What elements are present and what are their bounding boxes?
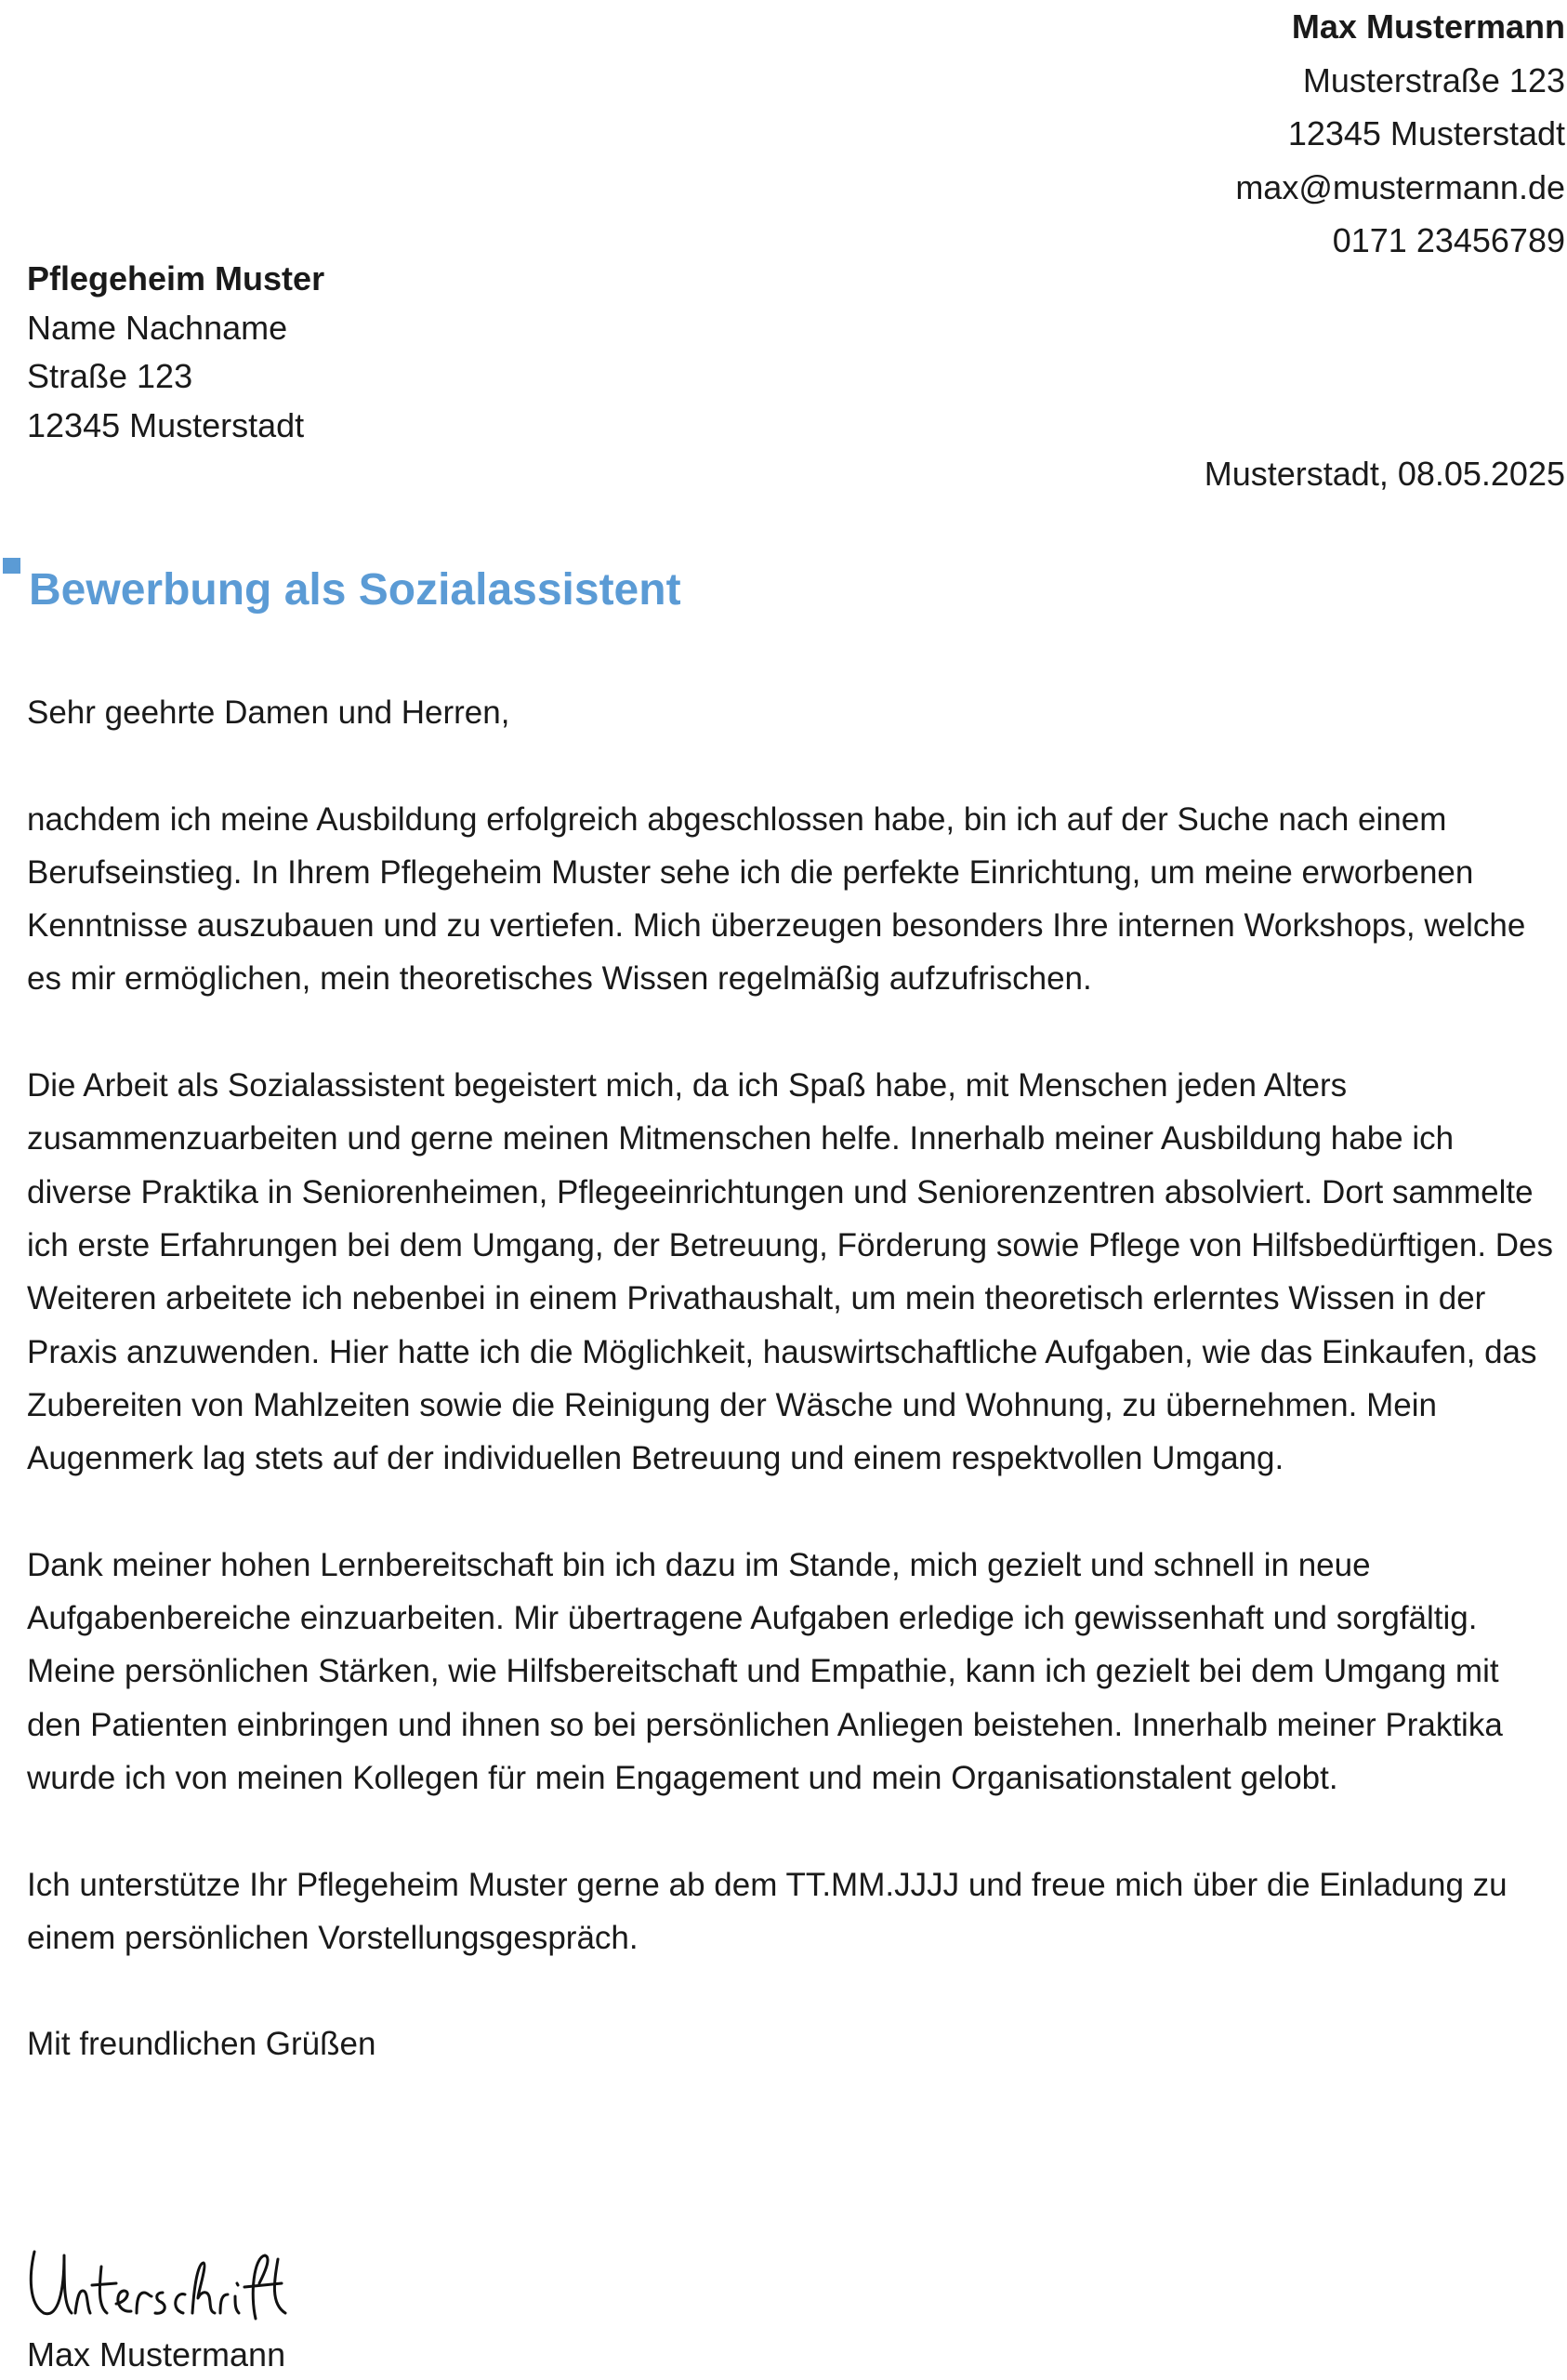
recipient-address-block [27, 255, 324, 450]
signature-drawing [27, 2239, 324, 2322]
recipient-company: Pflegeheim Muster [27, 259, 325, 298]
recipient-contact: Name Nachname [27, 308, 288, 347]
salutation: Sehr geehrte Damen und Herren, [27, 694, 510, 731]
recipient-city: 12345 Musterstadt [27, 405, 305, 444]
heading-accent-mark [3, 558, 20, 574]
subject-heading: Bewerbung als Sozialassistent [29, 565, 681, 615]
recipient-street: Straße 123 [27, 357, 193, 395]
sender-city: 12345 Musterstadt [1287, 114, 1565, 152]
sender-address-block [1235, 0, 1565, 268]
sender-email: max@mustermann.de [1235, 167, 1565, 206]
sender-phone: 0171 23456789 [1332, 221, 1565, 259]
sender-street: Musterstraße 123 [1302, 60, 1565, 99]
sender-name: Max Mustermann [1291, 7, 1565, 46]
signer-name: Max Mustermann [27, 2335, 286, 2373]
body-paragraph-3: Dank meiner hohen Lernbereitschaft bin ich dazu im Stande, mich gezielt und schnell in neue Aufgabenbereiche einzuarbeiten. Mir übertragene Aufgaben erledige ich gewissenhaft und sorgfältig. Meine persönlichen Stärken, wie Hilfsbereitschaft und Empathie, kann ich gezielt bei dem Umgang mit den Patienten einbringen und ihnen so bei persönlichen Anliegen beistehen. Innerhalb meiner Praktika wurde ich von meinen Kollegen für mein Engagement und mein Organisationstalent gelobt. [27, 1546, 1503, 1796]
body-paragraph-2: Die Arbeit als Sozialassistent begeistert mich, da ich Spaß habe, mit Menschen jeden Alters zusammenzuarbeiten und gerne meinen Mitmenschen helfe. Innerhalb meiner Ausbildung habe ich diverse Praktika in Seniorenheimen, Pflegeeinrichtungen und Seniorenzentren absolviert. Dort sammelte ich erste Erfahrungen bei dem Umgang, der Betreuung, Förderung sowie Pflege von Hilfsbedürftigen. Des Weiteren arbeitete ich nebenbei in einem Privathaushalt, um mein theoretisch erlerntes Wissen in der Praxis anzuwenden. Hier hatte ich die Möglichkeit, hauswirtschaftliche Aufgaben, wie das Einkaufen, das Zubereiten von Mahlzeiten sowie die Reinigung der Wäsche und Wohnung, zu übernehmen. Mein Augenmerk lag stets auf der individuellen Betreuung und einem respektvollen Umgang. [27, 1067, 1554, 1477]
body-paragraph-1: nachdem ich meine Ausbildung erfolgreich abgeschlossen habe, bin ich auf der Suche nach einem Berufseinstieg. In Ihrem Pflegeheim Muster sehe ich die perfekte Einrichtung, um meine erworbenen Kenntnisse auszubauen und zu vertiefen. Mich überzeugen besonders Ihre internen Workshops, welche es mir ermöglichen, mein theoretisches Wissen regelmäßig aufzufrischen. [27, 800, 1526, 998]
body-paragraph-4: Ich unterstütze Ihr Pflegeheim Muster gerne ab dem TT.MM.JJJJ und freue mich über die Einladung zu einem persönlichen Vorstellungsgespräch. [27, 1866, 1508, 1956]
handwritten-signature [27, 2239, 324, 2322]
letter-body [27, 686, 1560, 2124]
date-line: Musterstadt, 08.05.2025 [1204, 455, 1565, 493]
closing-line: Mit freundlichen Grüßen [27, 2026, 376, 2063]
